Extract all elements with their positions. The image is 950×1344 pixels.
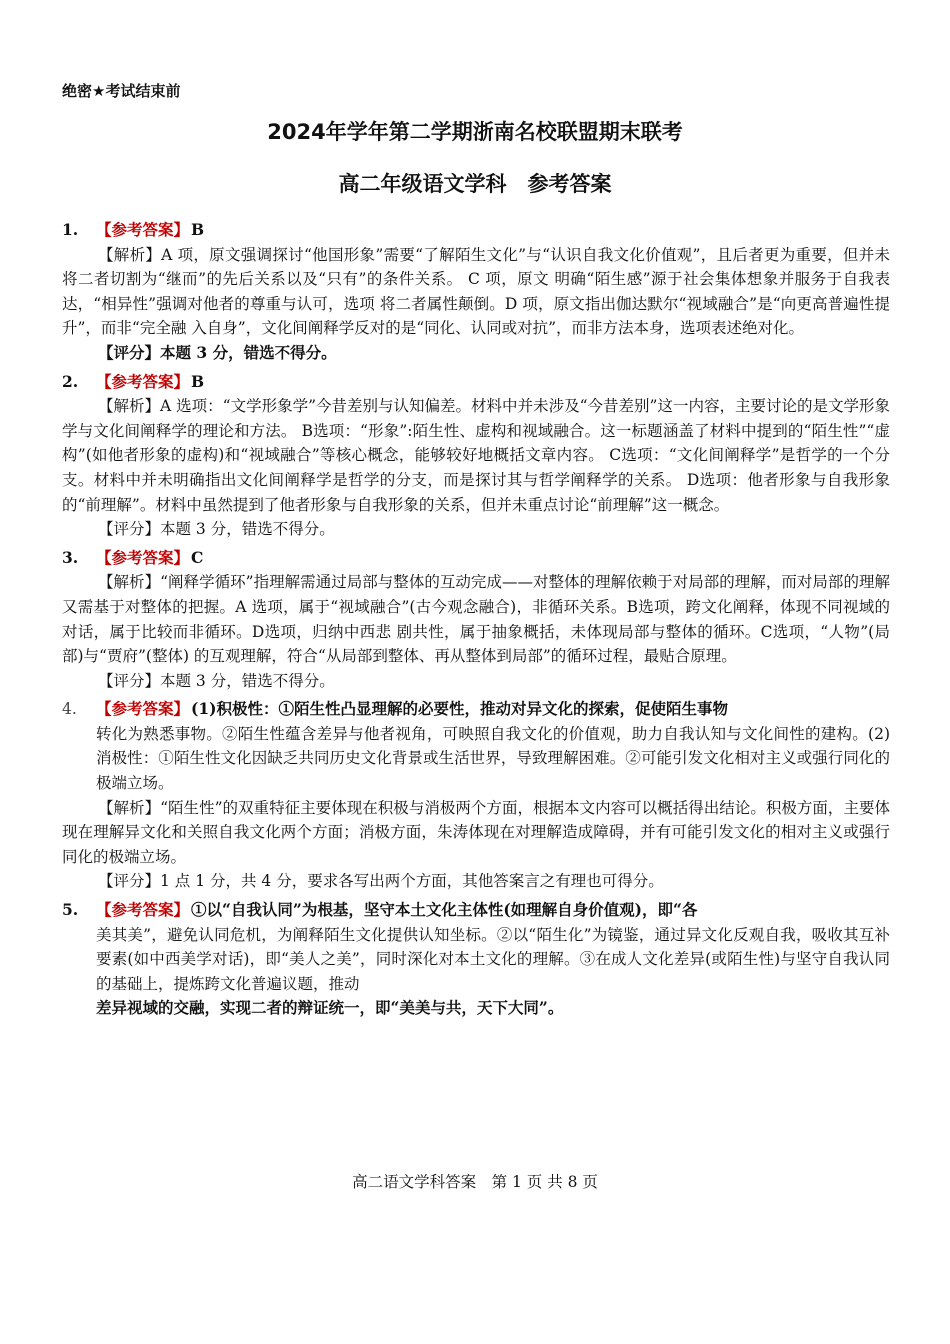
exam-title: 2024年学年第二学期浙南名校联盟期末联考 bbox=[267, 120, 683, 144]
score-text: 【评分】本题 3 分，错选不得分。 bbox=[98, 342, 337, 362]
analysis-text: 【解析】“陌生性”的双重特征主要体现在积极与消极两个方面，根据本文内容可以概括得出结论。积极方面，主要体现在理解异文化和关照自我文化两个方面；消极方面，朱涛体现在对理解造成障碍，并有可能引发文化的相对主义或强行同化的极端立场。 bbox=[62, 798, 890, 866]
exam-subtitle: 高二年级语文学科 参考答案 bbox=[338, 172, 612, 196]
score-text: 【评分】本题 3 分，错选不得分。 bbox=[98, 671, 335, 690]
answer-text-lead: (1)积极性：①陌生性凸显理解的必要性，推动对异文化的探索，促使陌生事物 bbox=[191, 699, 728, 719]
analysis-text: 【解析】A 选项：“文学形象学”今昔差别与认知偏差。材料中并未涉及“今昔差别”这一内容，主要讨论的是文学形象学与文化间阐释学的理论和方法。 B选项：“形象”:陌生性、虚构和视域融合。这一标题涵盖了材料中提到的“陌生性”“虚构”(如他者形象的虚构)和“视域融合”等核心概念，能够较好地概括文章内容。 C选项：“文化间阐释学”是哲学的一个分支。材料中并未明确指出文化间阐释学是哲学的分支，而是探讨其与哲学阐释学的关系。 D选项：他者形象与自我形象的“前理解”。材料中虽然提到了他者形象与自我形象的关系，但并未重点讨论“前理解”这一概念。 bbox=[62, 397, 890, 514]
answer-text: 转化为熟悉事物。②陌生性蕴含差异与他者视角，可映照自我文化的价值观，助力自我认知与文化间性的建构。(2)消极性：①陌生性文化因缺乏共同历史文化背景或生活世界，导致理解困难。②可能引发文化相对主义或强行同化的极端立场。 bbox=[96, 724, 890, 793]
answer-content bbox=[62, 214, 890, 1021]
question-3-header bbox=[62, 546, 890, 571]
answer-letter: B bbox=[191, 220, 205, 239]
question-2 bbox=[62, 370, 890, 542]
question-2-header bbox=[62, 370, 890, 395]
question-5 bbox=[62, 898, 890, 1021]
answer-label: 【参考答案】 bbox=[96, 220, 190, 239]
score-text: 【评分】本题 3 分，错选不得分。 bbox=[98, 520, 335, 539]
answer-text-conclusion: 差异视域的交融，实现二者的辩证统一，即“美美与共，天下大同”。 bbox=[96, 998, 564, 1018]
question-number: 1. bbox=[62, 220, 79, 239]
answer-label: 【参考答案】 bbox=[96, 371, 190, 391]
answer-text-lead: ①以“自我认同”为根基，坚守本土文化主体性(如理解自身价值观)，即“各 bbox=[191, 900, 698, 920]
answer-label: 【参考答案】 bbox=[96, 547, 190, 567]
answer-label: 【参考答案】 bbox=[96, 699, 190, 719]
answer-label: 【参考答案】 bbox=[96, 900, 190, 920]
question-1-header bbox=[62, 218, 890, 243]
question-number: 3. bbox=[62, 547, 79, 567]
answer-letter: C bbox=[191, 547, 204, 567]
question-1 bbox=[62, 218, 890, 366]
answer-text: 美其美”，避免认同危机，为阐释陌生文化提供认知坐标。②以“陌生化”为镜鉴，通过异文化反观自我，吸收其互补要素(如中西美学对话)，即“美人之美”，同时深化对本土文化的理解。③在成人文化差异(或陌生性)与坚守自我认同的基础上，提炼跨文化普遍议题，推动 bbox=[96, 925, 890, 993]
question-number: 2. bbox=[62, 371, 79, 391]
question-3 bbox=[62, 546, 890, 694]
score-text: 【评分】1 点 1 分，共 4 分，要求各写出两个方面，其他答案言之有理也可得分。 bbox=[98, 872, 664, 891]
answer-letter: B bbox=[191, 371, 205, 391]
question-number: 4. bbox=[62, 700, 77, 719]
analysis-text: 【解析】A 项，原文强调探讨“他国形象”需要“了解陌生文化”与“认识自我文化价值观”，且后者更为重要，但并未将二者切割为“继而”的先后关系以及“只有”的条件关系。 C 项，原文 明确“陌生感”源于社会集体想象并服务于自我表达，“相异性”强调对他者的尊重与认可，选项 将二者属性颠倒。D 项，原文指出伽达默尔“视域融合”是“向更高普遍性提升”，而非“完全融 入自身”，文化间阐释学反对的是“同化、认同或对抗”，而非方法本身，选项表述绝对化。 bbox=[62, 245, 890, 338]
page-footer: 高二语文学科答案 第 1 页 共 8 页 bbox=[352, 1173, 598, 1191]
confidential-mark: 绝密★考试结束前 bbox=[62, 82, 181, 100]
analysis-text: 【解析】“阐释学循环”指理解需通过局部与整体的互动完成——对整体的理解依赖于对局部的理解，而对局部的理解又需基于对整体的把握。A 选项，属于“视域融合”(古今观念融合)，非循环关系。B选项，跨文化阐释，体现不同视域的对话，属于比较而非循环。D选项，归纳中西悲 剧共性，属于抽象概括，未体现局部与整体的循环。C选项，“人物”(局部)与“贾府”(整体) 的互观理解，符合“从局部到整体、再从整体到局部”的循环过程，最贴合原理。 bbox=[62, 573, 890, 666]
question-number: 5. bbox=[62, 900, 79, 920]
question-4-header bbox=[62, 697, 890, 722]
question-4 bbox=[62, 697, 890, 894]
question-5-header bbox=[62, 898, 890, 923]
